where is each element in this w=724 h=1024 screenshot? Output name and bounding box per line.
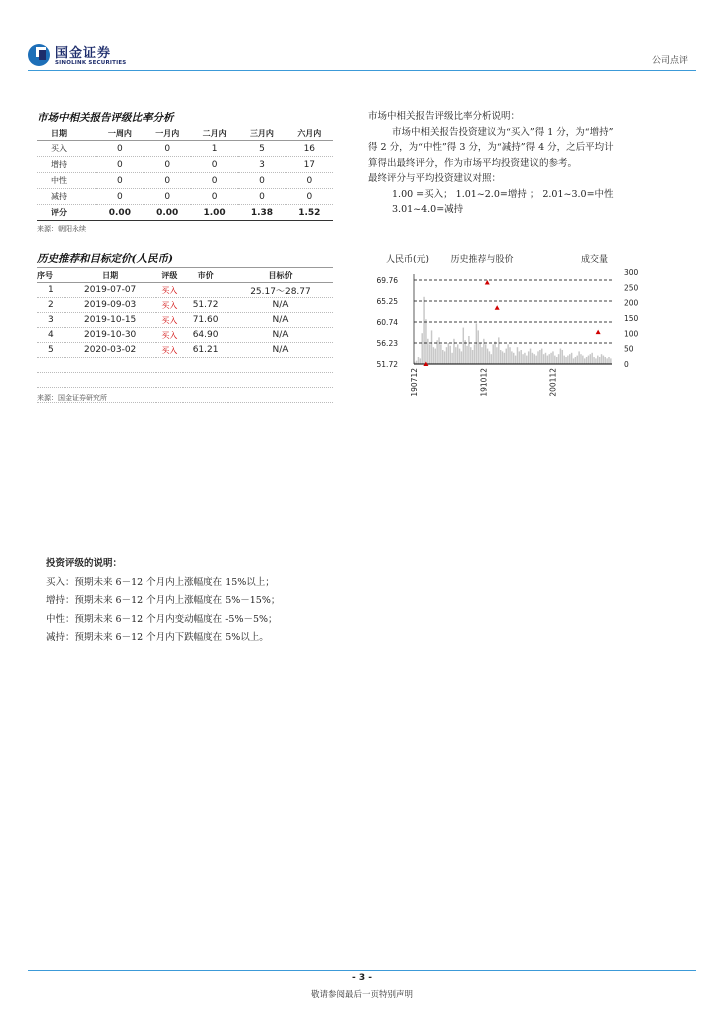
volume-bar (539, 350, 540, 364)
table-cell: 2 (37, 298, 65, 313)
volume-bar (562, 350, 563, 364)
table-cell: 25.17～28.77 (228, 283, 333, 298)
volume-bar (573, 358, 574, 364)
volume-bar (517, 347, 518, 364)
y2-tick-label: 100 (624, 329, 639, 339)
chart-grid (414, 274, 612, 364)
volume-bar (479, 343, 480, 364)
table-cell: 2019-09-03 (65, 298, 156, 313)
volume-bar (429, 344, 430, 364)
volume-bar (436, 340, 437, 364)
table-cell: 16 (286, 141, 333, 157)
table-cell: 2020-03-02 (65, 343, 156, 358)
volume-bar (569, 354, 570, 364)
table-cell: 0.00 (144, 205, 191, 221)
table-cell: 1.52 (286, 205, 333, 221)
table-cell: N/A (228, 298, 333, 313)
volume-bar (580, 354, 581, 364)
volume-bar (601, 354, 602, 364)
table-cell: N/A (228, 328, 333, 343)
column-header: 一周内 (96, 126, 143, 141)
volume-bar (459, 349, 460, 364)
volume-bar (425, 319, 426, 364)
volume-bar (435, 349, 436, 364)
volume-bar (567, 356, 568, 364)
y2-tick-label: 250 (624, 283, 639, 293)
table-cell: 4 (37, 328, 65, 343)
volume-bars (414, 297, 612, 364)
volume-bar (554, 356, 555, 364)
volume-bar (509, 347, 510, 364)
volume-bar (423, 297, 424, 364)
chart-title: 历史推荐与股价 (450, 255, 514, 265)
y2-axis-ticks (624, 268, 639, 369)
volume-bar (588, 356, 589, 364)
column-header: 三月内 (238, 126, 285, 141)
volume-bar (478, 330, 479, 364)
text-line: 3.01~4.0=减持 (392, 204, 464, 215)
table-cell: 0 (191, 157, 238, 173)
table-row (37, 313, 333, 328)
y2-tick-label: 150 (624, 314, 639, 323)
volume-bar (565, 357, 566, 364)
table-cell: 3 (238, 157, 285, 173)
table-cell: 0 (191, 189, 238, 205)
table-cell: 0 (286, 189, 333, 205)
table-cell: 1.38 (238, 205, 285, 221)
table-cell: 0 (96, 189, 143, 205)
volume-bar (476, 323, 477, 364)
volume-bar (584, 358, 585, 364)
table-cell: 3 (37, 313, 65, 328)
volume-bar (446, 347, 447, 364)
y2-tick-label: 0 (624, 360, 629, 369)
volume-bar (440, 344, 441, 364)
volume-bar (485, 344, 486, 364)
volume-bar (483, 339, 484, 364)
volume-bar (534, 354, 535, 364)
table-row (37, 298, 333, 313)
volume-bar (577, 356, 578, 364)
volume-bar (610, 358, 611, 364)
rating-cell: 买入 (156, 343, 184, 358)
y2-tick-label: 50 (624, 344, 634, 354)
volume-bar (548, 354, 549, 364)
table-row (37, 283, 333, 298)
volume-bar (511, 351, 512, 364)
volume-bar (506, 349, 507, 364)
chart-ylabel: 人民币(元) (386, 255, 430, 265)
y-tick-label: 69.76 (376, 276, 398, 285)
volume-bar (578, 351, 579, 364)
table-cell: 61.21 (183, 343, 228, 358)
row-label: 评分 (37, 205, 96, 221)
row-label: 增持 (37, 157, 96, 173)
column-header: 评级 (156, 268, 184, 283)
x-tick-label: 200112 (548, 368, 558, 397)
volume-bar (457, 344, 458, 364)
x-axis-ticks (410, 368, 558, 397)
definition-item: 中性：预期未来 6－12 个月内变动幅度在 -5%－5%； (46, 613, 278, 625)
column-header: 目标价 (228, 268, 333, 283)
volume-bar (526, 356, 527, 364)
table-cell: 71.60 (183, 313, 228, 328)
table-row (37, 328, 333, 343)
table-cell: 64.90 (183, 328, 228, 343)
volume-bar (535, 356, 536, 364)
text-line: 1.00 =买入； 1.01~2.0=增持 ； 2.01~3.0=中性 (392, 188, 614, 200)
volume-bar (455, 347, 456, 364)
table-row (37, 173, 333, 189)
report-type: 公司点评 (651, 56, 688, 66)
volume-bar (498, 337, 499, 364)
table-cell: 1 (191, 141, 238, 157)
rating-source: 来源：朝阳永续 (37, 225, 86, 233)
table-cell: 1 (37, 283, 65, 298)
volume-bar (416, 361, 417, 364)
column-header: 日期 (65, 268, 156, 283)
column-header: 日期 (37, 126, 96, 141)
volume-bar (444, 351, 445, 364)
volume-bar (491, 354, 492, 364)
page-number: - 3 - (352, 973, 372, 983)
table-cell: 0 (238, 173, 285, 189)
volume-bar (468, 336, 469, 364)
definition-item: 买入：预期未来 6－12 个月内上涨幅度在 15%以上； (46, 576, 275, 588)
volume-bar (461, 351, 462, 364)
volume-bar (513, 353, 514, 364)
rating-marker-icon (495, 305, 500, 310)
rating-definition (46, 555, 280, 648)
table-cell: 2019-10-15 (65, 313, 156, 328)
table-cell: 0 (144, 189, 191, 205)
table-row (37, 157, 333, 173)
logo-text: 国金证券 (55, 46, 112, 61)
table-cell: 2019-10-30 (65, 328, 156, 343)
volume-bar (595, 358, 596, 364)
volume-bar (453, 339, 454, 364)
footer-divider (28, 970, 696, 971)
volume-bar (500, 350, 501, 364)
column-header: 市价 (183, 268, 228, 283)
table-cell: 0 (96, 173, 143, 189)
volume-bar (492, 344, 493, 364)
text-line: 市场中相关报告投资建议为“买入”得 1 分，为“增持” (392, 126, 614, 138)
history-source: 来源：国金证券研究所 (37, 394, 107, 402)
volume-bar (431, 330, 432, 364)
table-cell: 0 (238, 189, 285, 205)
table-cell: N/A (228, 313, 333, 328)
volume-bar (582, 356, 583, 364)
y-tick-label: 65.25 (376, 297, 398, 306)
table-cell: 0 (144, 157, 191, 173)
volume-bar (448, 343, 449, 364)
history-section-title: 历史推荐和目标定价(人民币) (37, 253, 173, 265)
volume-bar (603, 356, 604, 364)
volume-bar (489, 351, 490, 364)
volume-bar (427, 339, 428, 364)
table-cell: 0 (286, 173, 333, 189)
table-header-row (37, 268, 333, 283)
volume-bar (545, 353, 546, 364)
volume-bar (558, 354, 559, 364)
volume-bar (470, 347, 471, 364)
empty-row (37, 373, 333, 388)
row-label: 买入 (37, 141, 96, 157)
y-tick-label: 51.72 (376, 360, 398, 369)
history-recommendation-table (37, 267, 333, 403)
volume-bar (608, 357, 609, 364)
text-line: 算得出最终评分，作为市场平均投资建议的参考。 (368, 157, 578, 169)
volume-bar (605, 357, 606, 364)
table-cell: 51.72 (183, 298, 228, 313)
volume-bar (507, 344, 508, 364)
volume-bar (519, 351, 520, 364)
definition-title: 投资评级的说明： (46, 558, 123, 569)
table-cell: 5 (238, 141, 285, 157)
volume-bar (528, 351, 529, 364)
rating-marker-icon (485, 280, 490, 285)
table-cell: 5 (37, 343, 65, 358)
rating-ratio-table (37, 126, 333, 221)
text-line: 最终评分与平均投资建议对照： (368, 173, 502, 184)
rating-cell: 买入 (156, 298, 184, 313)
volume-bar (438, 337, 439, 364)
volume-bar (541, 349, 542, 364)
volume-bar (532, 353, 533, 364)
column-header: 一月内 (144, 126, 191, 141)
chart-y2label: 成交量 (580, 255, 608, 265)
volume-bar (524, 353, 525, 364)
volume-bar (590, 354, 591, 364)
column-header: 六月内 (286, 126, 333, 141)
row-label: 中性 (37, 173, 96, 189)
footer-note: 敬请参阅最后一页特别声明 (310, 990, 413, 1000)
rating-cell: 买入 (156, 313, 184, 328)
table-cell: 17 (286, 157, 333, 173)
x-tick-label: 191012 (479, 368, 489, 397)
volume-bar (474, 344, 475, 364)
volume-bar (591, 353, 592, 364)
volume-bar (543, 354, 544, 364)
volume-bar (481, 347, 482, 364)
empty-row (37, 358, 333, 373)
volume-bar (560, 349, 561, 364)
volume-bar (530, 349, 531, 364)
volume-bar (550, 353, 551, 364)
volume-bar (520, 350, 521, 364)
volume-bar (504, 353, 505, 364)
volume-bar (442, 350, 443, 364)
table-cell: 0 (144, 141, 191, 157)
volume-bar (606, 358, 607, 364)
table-cell: 2019-07-07 (65, 283, 156, 298)
table-header-row (37, 126, 333, 141)
volume-bar (502, 351, 503, 364)
volume-bar (420, 358, 421, 364)
rating-section-title: 市场中相关报告评级比率分析 (37, 112, 174, 124)
table-row (37, 189, 333, 205)
column-header: 二月内 (191, 126, 238, 141)
volume-bar (537, 351, 538, 364)
volume-bar (451, 353, 452, 364)
volume-bar (418, 357, 419, 364)
rating-cell: 买入 (156, 283, 184, 298)
logo-subtext: SINOLINK SECURITIES (55, 60, 127, 66)
y-tick-label: 60.74 (376, 318, 398, 327)
volume-bar (433, 347, 434, 364)
score-row (37, 205, 333, 221)
table-cell (183, 283, 228, 298)
volume-bar (463, 328, 464, 364)
volume-bar (487, 349, 488, 364)
volume-bar (421, 333, 422, 364)
y-axis-ticks (377, 276, 399, 369)
volume-bar (522, 354, 523, 364)
y2-tick-label: 300 (624, 268, 639, 277)
volume-bar (464, 340, 465, 364)
rating-marker-icon (596, 330, 601, 335)
volume-bar (597, 356, 598, 364)
volume-bar (563, 356, 564, 364)
volume-bar (599, 357, 600, 364)
table-row (37, 343, 333, 358)
volume-bar (472, 350, 473, 364)
table-cell: 0.00 (96, 205, 143, 221)
y2-tick-label: 200 (624, 298, 639, 308)
x-tick-label: 190712 (410, 368, 419, 397)
volume-bar (575, 357, 576, 364)
table-cell: 0 (144, 173, 191, 189)
rating-cell: 买入 (156, 328, 184, 343)
definition-item: 增持：预期未来 6－12 个月内上涨幅度在 5%－15%； (46, 595, 281, 606)
volume-bar (552, 351, 553, 364)
volume-bar (515, 356, 516, 364)
rating-explanation-text (368, 109, 698, 218)
column-header: 序号 (37, 268, 65, 283)
price-volume-chart (360, 250, 639, 410)
table-cell: N/A (228, 343, 333, 358)
y-tick-label: 56.23 (376, 339, 398, 348)
table-cell: 0 (96, 157, 143, 173)
table-cell: 0 (96, 141, 143, 157)
header-divider (28, 70, 696, 71)
volume-bar (593, 357, 594, 364)
volume-bar (466, 346, 467, 364)
table-row (37, 141, 333, 157)
volume-bar (496, 347, 497, 364)
volume-bar (547, 356, 548, 364)
text-line: 得 2 分，为“中性”得 3 分，为“减持”得 4 分，之后平均计 (368, 142, 614, 153)
row-label: 减持 (37, 189, 96, 205)
volume-bar (571, 353, 572, 364)
text-line: 市场中相关报告评级比率分析说明： (368, 111, 521, 122)
table-cell: 0 (191, 173, 238, 189)
volume-bar (494, 342, 495, 364)
volume-bar (449, 346, 450, 364)
table-cell: 1.00 (191, 205, 238, 221)
definition-item: 减持：预期未来 6－12 个月内下跌幅度在 5%以上。 (46, 632, 269, 643)
volume-bar (586, 357, 587, 364)
volume-bar (556, 357, 557, 364)
